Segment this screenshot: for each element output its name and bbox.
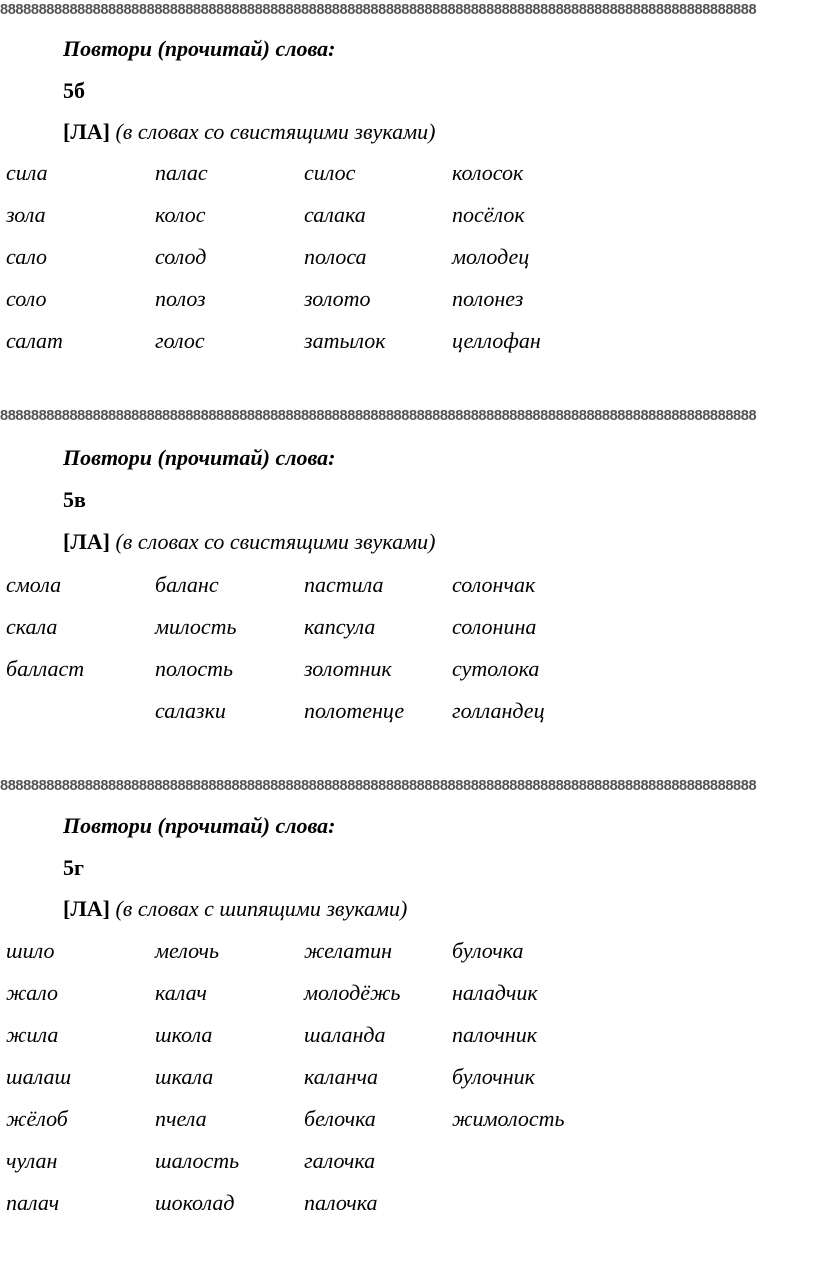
word-item: салат [6,328,63,353]
word-item: золото [304,286,371,311]
sound-tag: [ЛА] [63,529,110,554]
word-item: жёлоб [6,1106,68,1131]
word-item: шалаш [6,1064,72,1089]
section-subheading [63,119,435,145]
word-item: милость [155,614,237,639]
word-item: затылок [304,328,386,353]
word-item: шалость [155,1148,240,1173]
word-item: голландец [452,698,545,723]
word-item: соло [6,286,47,311]
word-item: посёлок [452,202,525,227]
word-item: салака [304,202,366,227]
word-item: сутолока [452,656,540,681]
section-code: 5в [63,487,86,512]
sound-note: (в словах со свистящими звуками) [115,119,436,144]
section-code: 5г [63,855,84,880]
word-item: шкала [155,1064,214,1089]
decorative-border-top: 88888888888888888888888888888888888888888888888888888888888888888888888888888888888888888888888888 [0,2,757,18]
section-code: 5б [63,78,85,103]
word-item: палочка [304,1190,378,1215]
word-item: желатин [304,938,393,963]
decorative-border-lower: 88888888888888888888888888888888888888888888888888888888888888888888888888888888888888888888888888 [0,778,757,794]
word-item: галочка [304,1148,376,1173]
section-heading: Повтори (прочитай) слова: [63,445,336,470]
word-item: булочник [452,1064,535,1089]
word-item: солонина [452,614,537,639]
word-item: молодец [452,244,530,269]
word-item: солончак [452,572,536,597]
word-item: палочник [452,1022,537,1047]
word-item: школа [155,1022,213,1047]
sound-note: (в словах со свистящими звуками) [115,529,436,554]
word-item: чулан [6,1148,58,1173]
word-item: каланча [304,1064,379,1089]
word-item: пчела [155,1106,207,1131]
word-item: палач [6,1190,60,1215]
word-item: силос [304,160,356,185]
word-item: салазки [155,698,226,723]
section-subheading [63,529,435,555]
word-item: калач [155,980,207,1005]
word-item: сила [6,160,48,185]
word-item: солод [155,244,207,269]
word-item: колос [155,202,206,227]
word-item: золотник [304,656,392,681]
word-item: жало [6,980,59,1005]
sound-tag: [ЛА] [63,896,110,921]
sound-note: (в словах с шипящими звуками) [115,896,408,921]
word-item: целлофан [452,328,541,353]
word-item: балласт [6,656,85,681]
word-item: скала [6,614,58,639]
word-item: капсула [304,614,376,639]
word-item: полоз [155,286,206,311]
word-item: баланс [155,572,219,597]
section-heading: Повтори (прочитай) слова: [63,813,336,838]
word-item: наладчик [452,980,538,1005]
word-item: жила [6,1022,59,1047]
word-item: жимолость [452,1106,565,1131]
sound-tag: [ЛА] [63,119,110,144]
word-item: зола [6,202,46,227]
word-item: сало [6,244,48,269]
word-item: смола [6,572,62,597]
word-item: палас [155,160,208,185]
word-item: полотенце [304,698,405,723]
word-item: шило [6,938,55,963]
word-item: белочка [304,1106,376,1131]
section-subheading [63,896,407,922]
word-item: голос [155,328,205,353]
word-item: молодёжь [304,980,401,1005]
word-item: булочка [452,938,524,963]
word-item: полость [155,656,233,681]
word-item: полонез [452,286,524,311]
word-item: пастила [304,572,384,597]
word-item: шаланда [304,1022,386,1047]
word-item: полоса [304,244,367,269]
word-item: мелочь [155,938,220,963]
decorative-border-middle: 88888888888888888888888888888888888888888888888888888888888888888888888888888888888888888888888888 [0,408,757,424]
section-heading: Повтори (прочитай) слова: [63,36,336,61]
word-item: шоколад [155,1190,235,1215]
word-item: колосок [452,160,524,185]
